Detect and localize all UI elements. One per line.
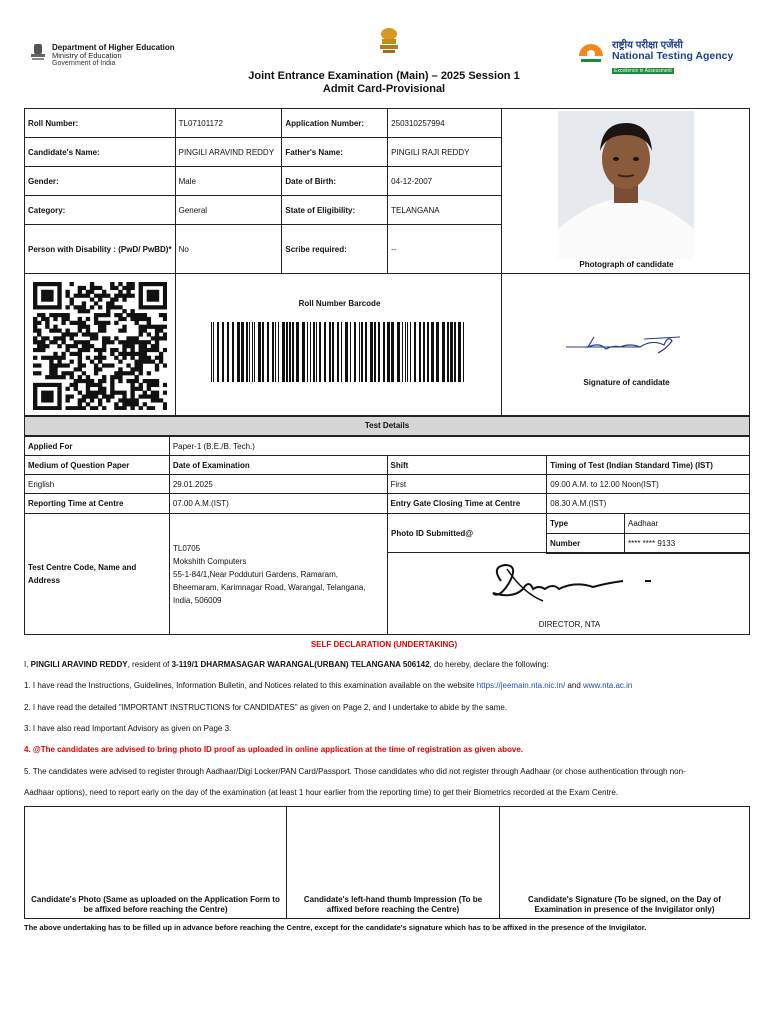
applied-for-label: Applied For [25,437,170,456]
dob-label: Date of Birth: [282,167,388,196]
exam-title: Joint Entrance Examination (Main) – 2025 Session 1 [248,70,520,82]
qr-code-cell [24,273,176,416]
dob-value: 04-12-2007 [388,167,502,196]
point1-and: and [565,681,583,690]
centre-label: Test Centre Code, Name and Address [28,563,137,585]
photo-caption: Photograph of candidate [579,260,674,269]
signature-box-caption: Candidate's Signature (To be signed, on the Day of Examination in presence of the Invigilator only) [528,895,721,914]
photo-id-label-cell [387,513,547,553]
ministry-name: Ministry of Education [52,51,122,60]
photo-box-caption: Candidate's Photo (Same as uploaded on the Application Form to be affixed before reaching the Centre) [31,895,280,914]
intro-prefix: I, [24,660,31,669]
declaration-point-4: 4. @The candidates are advised to bring photo ID proof as uploaded in online application at the time of registration as given above. [24,745,523,754]
id-number-value: **** **** 9133 [625,534,750,554]
id-type-label: Type [547,514,625,534]
test-details-title: Test Details [364,421,410,430]
national-emblem [376,26,402,56]
gender-label: Gender: [25,167,176,196]
timing-value: 09.00 A.M. to 12.00 Noon(IST) [547,475,750,494]
scribe-label: Scribe required: [282,225,388,274]
candidate-signature-icon [560,327,690,357]
signature-cell [501,273,750,416]
thumb-box-caption: Candidate's left-hand thumb Impression (To be affixed before reaching the Centre) [303,895,483,914]
id-number-label: Number [547,534,625,554]
intro-resident: , resident of [127,660,172,669]
nta-emblem-icon [577,42,605,64]
scribe-value: -- [388,225,502,274]
photo-id-label: Photo ID Submitted@ [391,528,474,538]
medium-value: English [25,475,170,494]
gender-value: Male [175,167,282,196]
exam-date-value: 29.01.2025 [169,475,387,494]
centre-address-line3: India, 506009 [173,596,222,605]
intro-address: 3-119/1 DHARMASAGAR WARANGAL(URBAN) TELANGANA 506142 [171,660,430,669]
candidate-name-label: Candidate's Name: [25,138,176,167]
department-name: Department of Higher Education [52,43,175,52]
centre-address-line1: 55-1-84/1,Near Podduturi Gardens, Ramaram, [173,570,338,579]
department-block [52,44,175,68]
declaration-point-5-line2: Aadhaar options), need to report early on the day of the examination (at least 1 hour earlier from the reporting time) to get their Biometrics recorded at the Exam Centre. [24,788,619,797]
candidate-signature-box [499,806,750,919]
test-details-header [24,416,750,436]
declaration-point-1 [24,680,752,692]
director-signature-icon [483,559,663,615]
qr-code-icon [33,282,167,410]
pwd-value: No [175,225,282,274]
barcode-icon [211,322,467,382]
nta-english-name: National Testing Agency [612,50,734,62]
father-name-value: PINGILI RAJI REDDY [388,138,502,167]
emblem-icon [28,42,48,64]
declaration-point-2: 2. I have read the detailed "IMPORTANT INSTRUCTIONS for CANDIDATES" as given on Page 2, and I undertake to abide by the same. [24,703,508,712]
nta-logo [577,42,605,64]
category-value: General [175,196,282,225]
candidate-photo-box [24,806,287,919]
pwd-label: Person with Disability : (PwD/ PwBD)* [25,225,176,274]
state-value: TELANGANA [388,196,502,225]
director-signature-cell [387,552,750,635]
thumb-impression-box [286,806,500,919]
candidate-photo [558,111,694,259]
candidate-name-value: PINGILI ARAVIND REDDY [175,138,282,167]
candidate-details-table [24,108,502,274]
application-number-value: 250310257994 [388,109,502,138]
application-number-label: Application Number: [282,109,388,138]
shift-label: Shift [387,456,547,475]
photo-cell [501,108,750,274]
nta-text-block [612,40,733,74]
father-name-label: Father's Name: [282,138,388,167]
footer-note: The above undertaking has to be filled up in advance before reaching the Centre, except for the candidate's signature which has to be affixed in the presence of the Invigilator. [24,923,647,932]
declaration-point-5-line1: 5. The candidates were advised to register through Aadhaar/Digi Locker/PAN Card/Passport. Those candidates who did not register through Aadhaar (or chose authentication through non- [24,767,686,776]
person-photo-icon [558,111,694,259]
nta-hindi-name: राष्ट्रीय परीक्षा एजेंसी [612,40,683,51]
intro-name: PINGILI ARAVIND REDDY [30,660,128,669]
lion-capital-icon [376,26,402,56]
nta-tagline: Excellence in Assessment [614,68,672,74]
declaration-title: SELF DECLARATION (UNDERTAKING) [310,640,458,649]
signature-caption: Signature of candidate [583,378,670,387]
reporting-time-label: Reporting Time at Centre [25,494,170,514]
roll-number-value: TL07101172 [175,109,282,138]
director-caption: DIRECTOR, NTA [538,620,601,629]
nta-link[interactable]: www.nta.ac.in [583,681,633,690]
medium-label: Medium of Question Paper [25,456,170,475]
test-details-table [24,436,750,514]
reporting-time-value: 07.00 A.M.(IST) [169,494,387,514]
declaration-point-3: 3. I have also read Important Advisory as given on Page 3. [24,724,232,733]
state-label: State of Eligibility: [282,196,388,225]
exam-date-label: Date of Examination [169,456,387,475]
ministry-logo [28,42,48,64]
photo-id-table [546,513,750,554]
centre-code: TL0705 [173,544,201,553]
point1-text: 1. I have read the Instructions, Guidelines, Information Bulletin, and Notices related to this examination available on the website [24,681,477,690]
centre-address-line2: Bheemaram, Karimnagar Road, Warangal, Telangana, [173,583,366,592]
admit-card-title: Admit Card-Provisional [322,83,446,95]
centre-name: Mokshith Computers [173,557,247,566]
roll-number-label: Roll Number: [25,109,176,138]
declaration-intro [24,659,752,671]
centre-details-cell [169,513,388,635]
applied-for-value: Paper-1 (B.E./B. Tech.) [169,437,749,456]
id-type-value: Aadhaar [625,514,750,534]
gate-closing-value: 08.30 A.M.(IST) [547,494,750,514]
centre-label-cell [24,513,170,635]
shift-value: First [387,475,547,494]
government-name: Government of India [52,60,116,67]
barcode-label: Roll Number Barcode [298,299,381,308]
barcode-cell [175,273,502,416]
timing-label: Timing of Test (Indian Standard Time) (IST) [547,456,750,475]
jeemain-link[interactable]: https://jeemain.nta.nic.in/ [476,681,566,690]
gate-closing-label: Entry Gate Closing Time at Centre [387,494,547,514]
category-label: Category: [25,196,176,225]
intro-suffix: , do hereby, declare the following: [429,660,549,669]
